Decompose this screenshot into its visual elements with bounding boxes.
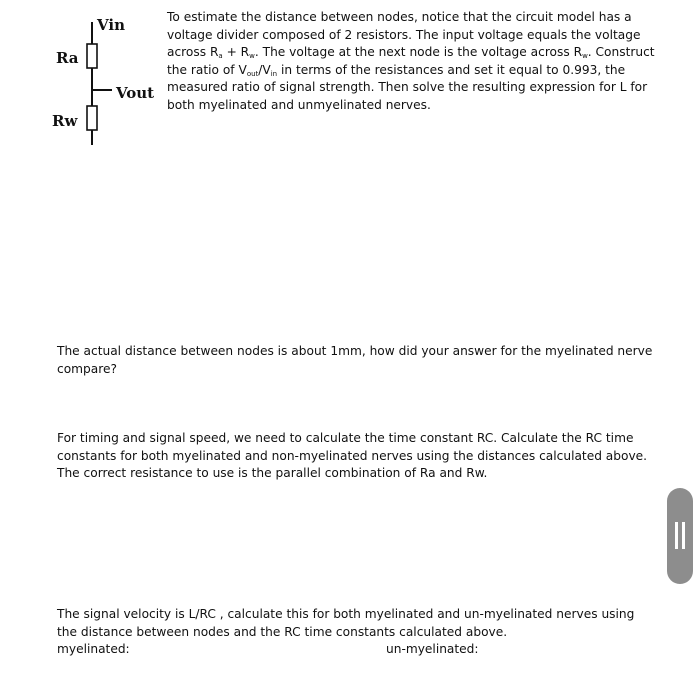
unmyelinated-label: un-myelinated: xyxy=(386,642,479,656)
vout-label: Vout xyxy=(116,84,155,102)
resistor-rw xyxy=(87,106,97,130)
myelinated-label: myelinated: xyxy=(57,642,130,656)
question-rc-time-constant: For timing and signal speed, we need to calculate the time constant RC. Calculate the RC time constants for both myelinated and non-myelinated nerves using the distances calculated above. The correct resistance to use is the parallel combination of Ra and Rw. xyxy=(57,431,648,481)
voltage-divider-circuit xyxy=(50,12,165,152)
rw-label: Rw xyxy=(52,112,78,130)
question-signal-velocity: The signal velocity is L/RC , calculate this for both myelinated and un-myelinated nerves using the distance between nodes and the RC time constants calculated above. xyxy=(57,607,635,639)
scroll-handle[interactable] xyxy=(667,488,693,584)
grip-line-icon xyxy=(675,522,678,549)
resistor-ra xyxy=(87,44,97,68)
ra-label: Ra xyxy=(56,49,79,67)
question-node-distance: The actual distance between nodes is about 1mm, how did your answer for the myelinated nerve compare? xyxy=(57,344,653,376)
grip-line-icon xyxy=(682,522,685,549)
vin-label: Vin xyxy=(97,16,125,34)
intro-paragraph: To estimate the distance between nodes, notice that the circuit model has a voltage divider composed of 2 resistors. The input voltage equals the voltage across $R_a + R_w$. The voltage at the next node is the voltage across $R_w$. Construct the ratio of $V_{out}/V_{in}$ in terms of the resistances and set it equal to 0.993, the measured ratio of signal strength. Then solve the resulting expression for L for both myelinated and unmyelinated nerves. xyxy=(167,10,655,112)
